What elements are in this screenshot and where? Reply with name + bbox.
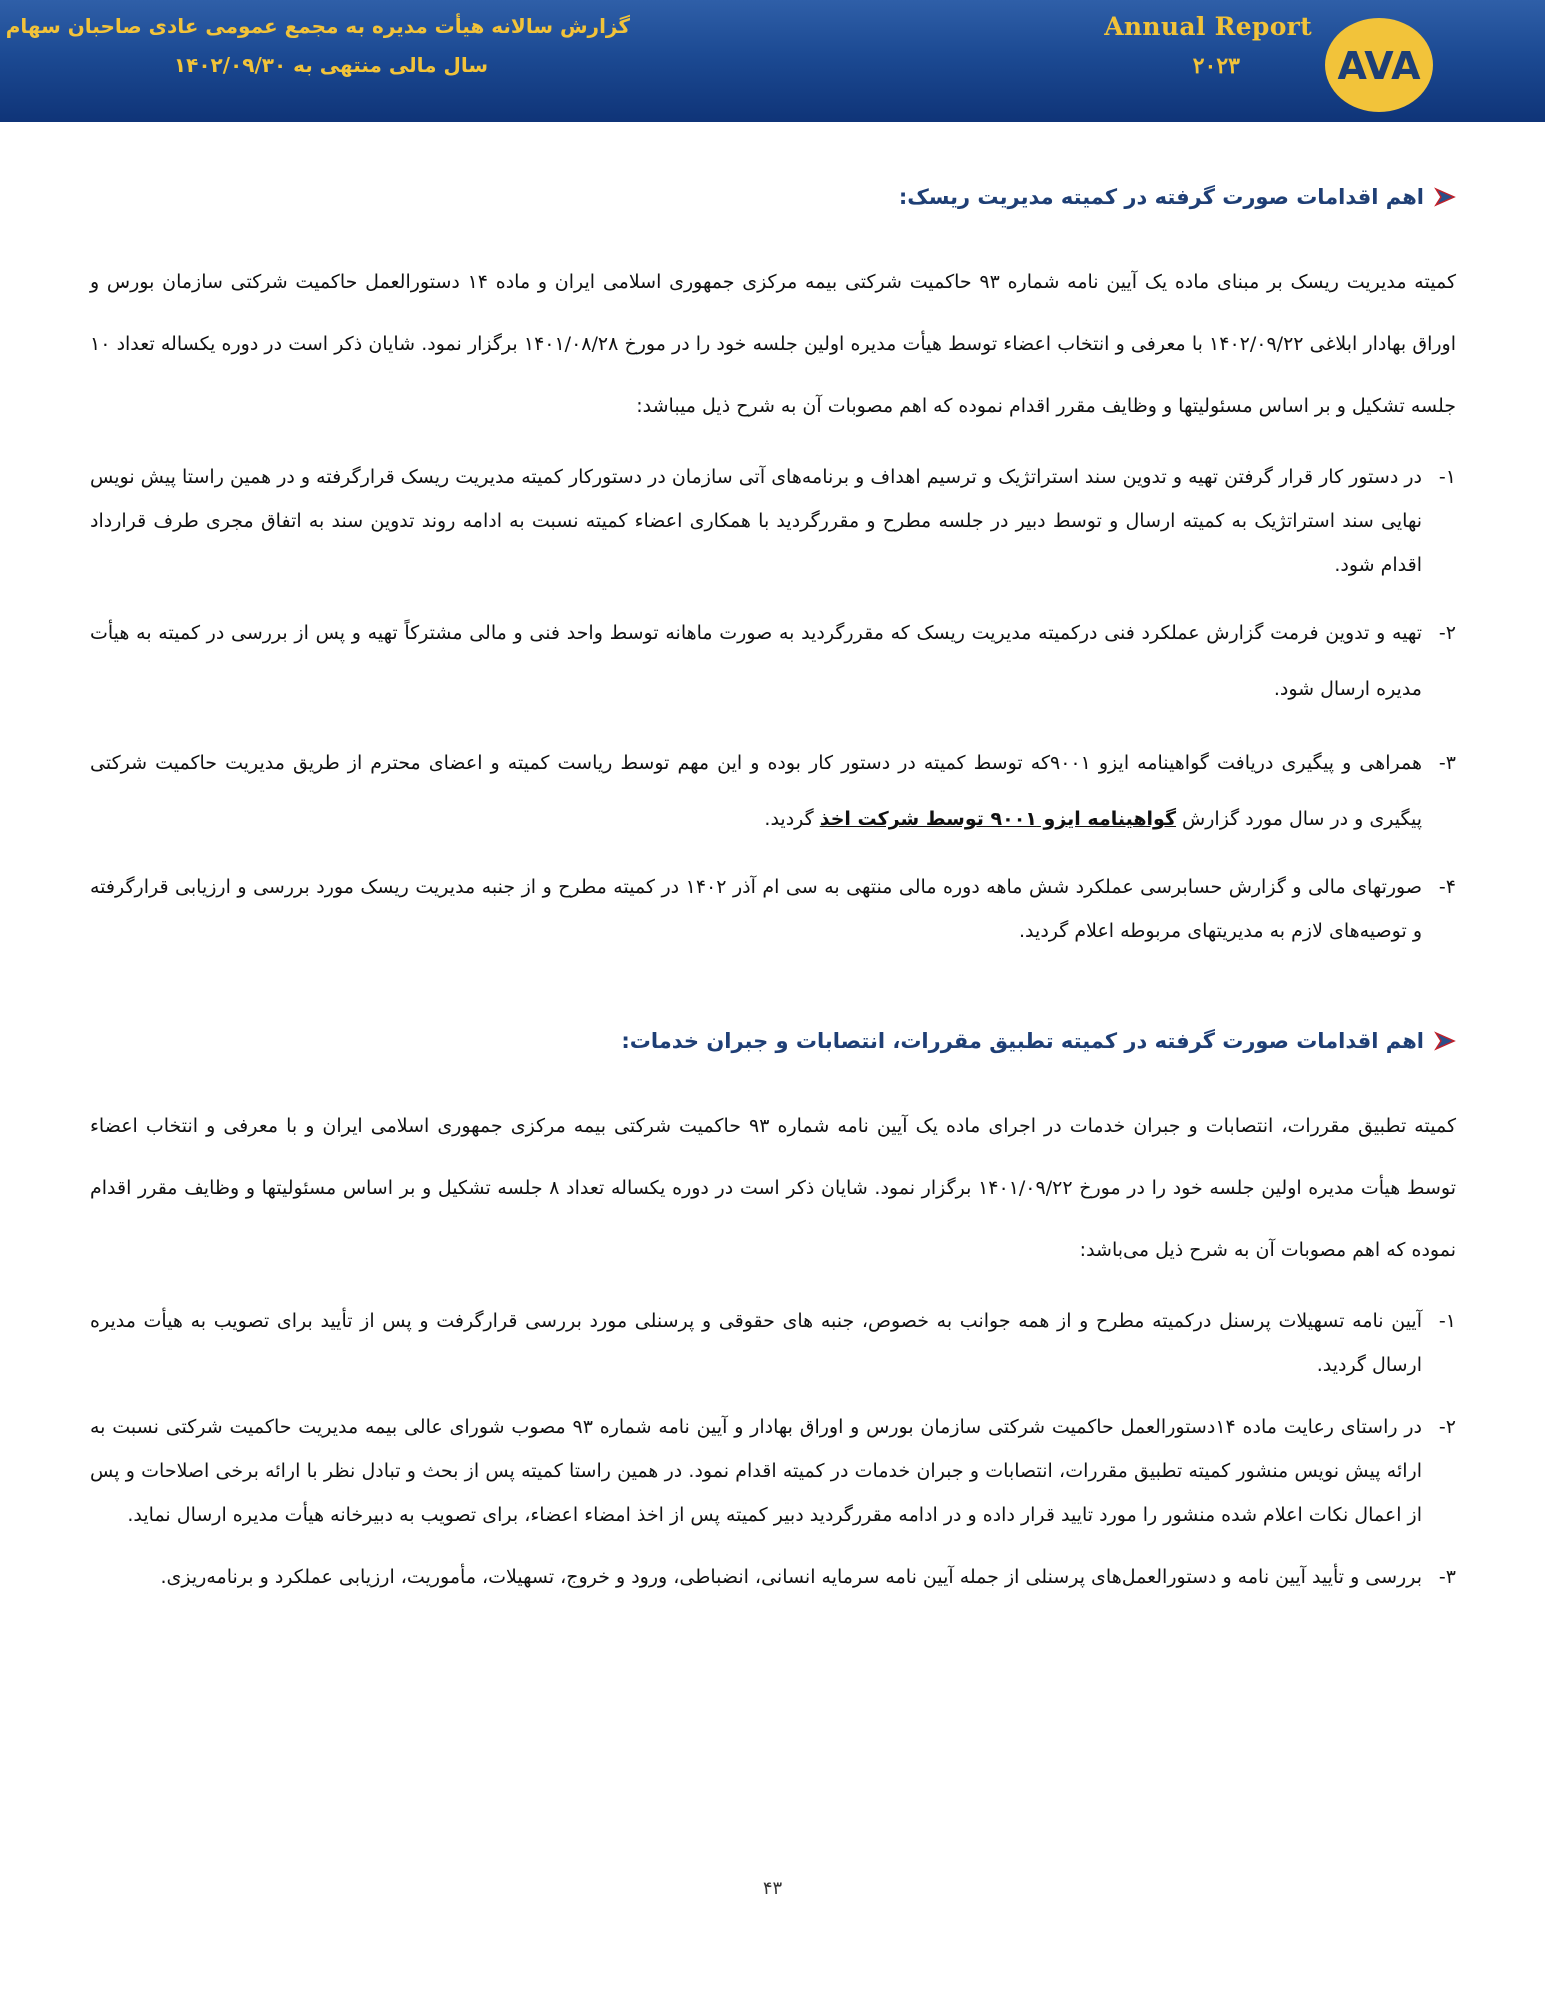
- underlined-emphasis: گواهینامه ایزو ۹۰۰۱ توسط شرکت اخذ: [819, 808, 1177, 830]
- list-item: [90, 605, 1456, 717]
- page-number: ۴۳: [762, 1878, 783, 1899]
- list-item: [90, 455, 1456, 587]
- header-subtitle-line2: سال مالی منتهی به ۱۴۰۲/۰۹/۳۰: [173, 53, 488, 77]
- list-item: [90, 1555, 1456, 1599]
- section-title-text: اهم اقدامات صورت گرفته در کمیته تطبیق مقررات، انتصابات و جبران خدمات:: [621, 1029, 1424, 1053]
- list-item-number: ۲-: [1438, 622, 1456, 644]
- list-item-text: تهیه و تدوین فرمت گزارش عملکرد فنی درکمیته مدیریت ریسک که مقررگردید به صورت ماهانه توسط واحد فنی و مالی مشترکاً تهیه و پس از بررسی در کمیته به هیأت مدیره ارسال شود.: [90, 622, 1422, 700]
- list-item: [90, 1299, 1456, 1387]
- report-header: [0, 0, 1545, 122]
- list-item-text: آیین نامه تسهیلات پرسنل درکمیته مطرح و از همه جوانب به خصوص، جنبه های حقوقی و پرسنلی مورد بررسی قرارگرفت و پس از تأیید برای تصویب به هیأت مدیره ارسال گردید.: [90, 1310, 1422, 1376]
- ava-logo: [1324, 17, 1434, 113]
- header-subtitle-line1: گزارش سالانه هیأت مدیره به مجمع عمومی عادی صاحبان سهام: [5, 14, 630, 38]
- list-item-number: ۳-: [1438, 1566, 1456, 1588]
- list-item-number: ۳-: [1438, 752, 1456, 774]
- section-intro-paragraph: کمیته تطبیق مقررات، انتصابات و جبران خدمات در اجرای ماده یک آیین نامه شماره ۹۳ حاکمیت شرکتی بیمه مرکزی جمهوری اسلامی ایران و با معرفی و انتخاب اعضاء توسط هیأت مدیره اولین جلسه خود را در مورخ ۱۴۰۱/۰۹/۲۲ برگزار نمود. شایان ذکر است در دوره یکساله تعداد ۸ جلسه تشکیل و بر اساس مسئولیتها و وظایف مقرر اقدام نموده که اهم مصوبات آن به شرح ذیل می‌باشد:: [90, 1115, 1456, 1261]
- list-item-text: در راستای رعایت ماده ۱۴دستورالعمل حاکمیت شرکتی سازمان بورس و اوراق بهادار و آیین نامه شماره ۹۳ مصوب شورای عالی بیمه مدیریت حاکمیت شرکتی نسبت به ارائه پیش نویس منشور کمیته تطبیق مقررات، انتصابات و جبران خدمات در کمیته اقدام نمود. در همین راستا کمیته پس از بحث و تبادل نظر با ارائه برخی اصلاحات و پس از اعمال نکات اعلام شده منشور را مورد تایید قرار داده و در ادامه مقررگردید دبیر کمیته پس از اخذ امضاء اعضاء، برای تصویب به دبیرخانه هیأت مدیره ارسال نماید.: [90, 1416, 1422, 1526]
- section-title-text: اهم اقدامات صورت گرفته در کمیته مدیریت ریسک:: [898, 185, 1424, 209]
- list-item-text: بررسی و تأیید آیین نامه و دستورالعمل‌های پرسنلی از جمله آیین نامه سرمایه انسانی، انضباطی، ورود و خروج، تسهیلات، مأموریت، ارزیابی عملکرد و برنامه‌ریزی.: [160, 1566, 1422, 1588]
- list-item: [90, 1405, 1456, 1537]
- list-item-text-part: همراهی و پیگیری دریافت گواهینامه ایزو ۹۰۰۱که توسط کمیته در دستور کار بوده و این مهم توسط ریاست کمیته و اعضای محترم از طریق مدیریت حاکمیت شرکتی پیگیری و در سال مورد گزارش: [90, 752, 1422, 830]
- report-title: Annual Report: [1104, 12, 1312, 41]
- arrow-bullet-icon: [1434, 1030, 1456, 1052]
- list-item-text: در دستور کار قرار گرفتن تهیه و تدوین سند استراتژیک و ترسیم اهداف و برنامه‌های آتی سازمان در دستورکار کمیته مدیریت ریسک قرارگرفته و در همین راستا پیش نویس نهایی سند استراتژیک به کمیته ارسال و توسط دبیر در جلسه مطرح و مقررگردید با همکاری اعضاء کمیته نسبت به ادامه روند تدوین سند به اتفاق مجری طرف قرارداد اقدام شود.: [90, 466, 1422, 576]
- section-gap: [90, 971, 1456, 1029]
- list-item-number: ۲-: [1438, 1416, 1456, 1438]
- list-item: [90, 865, 1456, 953]
- arrow-bullet-icon: [1434, 186, 1456, 208]
- report-year: ۲۰۲۳: [1192, 53, 1240, 79]
- list-item-text-part: گردید.: [764, 808, 820, 830]
- list-item-number: ۴-: [1438, 876, 1456, 898]
- section-title-risk: [90, 185, 1456, 209]
- section-intro-paragraph: کمیته مدیریت ریسک بر مبنای ماده یک آیین نامه شماره ۹۳ حاکمیت شرکتی بیمه مرکزی جمهوری اسلامی ایران و ماده ۱۴ دستورالعمل حاکمیت شرکتی سازمان بورس و اوراق بهادار ابلاغی ۱۴۰۲/۰۹/۲۲ با معرفی و انتخاب اعضاء توسط هیأت مدیره اولین جلسه خود را در مورخ ۱۴۰۱/۰۸/۲۸ برگزار نمود. شایان ذکر است در دوره یکساله تعداد ۱۰ جلسه تشکیل و بر اساس مسئولیتها و وظایف مقرر اقدام نموده که اهم مصوبات آن به شرح ذیل میباشد:: [90, 271, 1457, 417]
- logo-text: AVA: [1337, 44, 1421, 88]
- list-item-number: ۱-: [1438, 466, 1456, 488]
- list-item-number: ۱-: [1438, 1310, 1456, 1332]
- section-title-compliance: [90, 1029, 1456, 1053]
- list-item: [90, 735, 1456, 847]
- page-content: [90, 185, 1456, 1617]
- list-item-text: صورتهای مالی و گزارش حسابرسی عملکرد شش ماهه دوره مالی منتهی به سی ام آذر ۱۴۰۲ در کمیته مطرح و از جنبه مدیریت ریسک مورد بررسی و ارزیابی قرارگرفته و توصیه‌های لازم به مدیریتهای مربوطه اعلام گردید.: [90, 876, 1422, 942]
- list-item-text: [90, 735, 1422, 847]
